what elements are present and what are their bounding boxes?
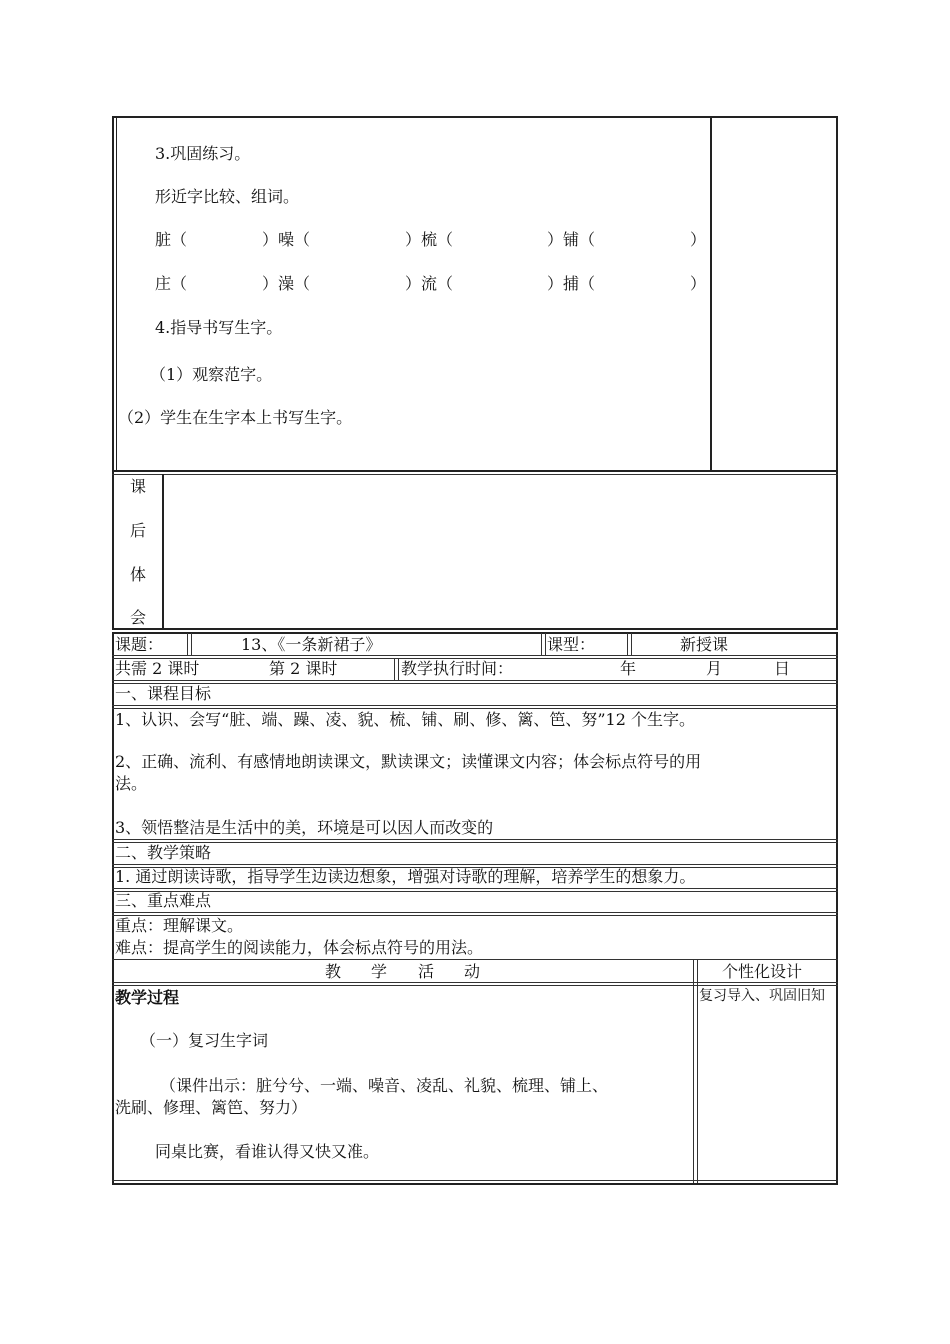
goal-item-1: 1、认识、会写“脏、端、躁、凌、貌、梳、铺、刷、修、篱、笆、努”12 个生字。 bbox=[115, 710, 695, 729]
row2-c0: 庄（ bbox=[155, 274, 188, 293]
strategy-heading: 二、教学策略 bbox=[115, 843, 212, 862]
keypoints-heading: 三、重点难点 bbox=[115, 891, 212, 910]
courseware-line-2: 洗刷、修理、篱笆、努力） bbox=[115, 1098, 308, 1117]
row1-c2: ）梳（ bbox=[405, 230, 454, 249]
row1-c4: ） bbox=[690, 230, 707, 249]
activity-header-2: 学 bbox=[371, 962, 388, 981]
part1-heading: （一）复习生字词 bbox=[140, 1031, 269, 1050]
reflection-label-1: 课 bbox=[130, 477, 147, 496]
strategy-item-1: 1. 通过朗读诗歌，指导学生边读边想象，增强对诗歌的理解，培养学生的想象力。 bbox=[115, 867, 696, 886]
exec-time-label: 教学执行时间： bbox=[401, 659, 514, 678]
design-note: 复习导入、巩固旧知 bbox=[699, 988, 825, 1004]
design-header: 个性化设计 bbox=[722, 962, 803, 981]
topic-value: 13、《一条新裙子》 bbox=[241, 635, 382, 654]
current-hour: 第 2 课时 bbox=[269, 659, 338, 678]
process-title: 教学过程 bbox=[115, 988, 180, 1007]
total-hours: 共需 2 课时 bbox=[115, 659, 200, 678]
compare-text: 形近字比较、组词。 bbox=[155, 187, 300, 206]
type-value: 新授课 bbox=[680, 635, 729, 654]
exec-day: 日 bbox=[774, 659, 791, 678]
row2-c4: ） bbox=[690, 274, 707, 293]
sub2-text: （2）学生在生字本上书写生字。 bbox=[118, 408, 353, 427]
reflection-label-4: 会 bbox=[130, 608, 147, 627]
row1-c0: 脏（ bbox=[155, 230, 188, 249]
activity-header-3: 活 bbox=[418, 962, 435, 981]
exec-year: 年 bbox=[620, 659, 637, 678]
step3-text: 3.巩固练习。 bbox=[155, 144, 251, 163]
step4-text: 4.指导书写生字。 bbox=[155, 318, 283, 337]
competition-text: 同桌比赛，看谁认得又快又准。 bbox=[155, 1142, 380, 1161]
row1-c1: ）噪（ bbox=[262, 230, 311, 249]
courseware-line-1: （课件出示：脏兮兮、一端、噪音、凌乱、礼貌、梳理、铺上、 bbox=[160, 1076, 609, 1095]
goal-item-2b: 法。 bbox=[115, 774, 148, 793]
difficulty-text: 难点：提高学生的阅读能力，体会标点符号的用法。 bbox=[115, 938, 484, 957]
row2-c1: ）澡（ bbox=[262, 274, 311, 293]
row1-c3: ）铺（ bbox=[547, 230, 596, 249]
activity-header-1: 教 bbox=[325, 962, 342, 981]
row2-c2: ）流（ bbox=[405, 274, 454, 293]
focus-text: 重点：理解课文。 bbox=[115, 916, 244, 935]
row2-c3: ）捕（ bbox=[547, 274, 596, 293]
goals-heading: 一、课程目标 bbox=[115, 684, 212, 703]
sub1-text: （1）观察范字。 bbox=[150, 365, 273, 384]
goal-item-2a: 2、正确、流利、有感情地朗读课文，默读课文；读懂课文内容；体会标点符号的用 bbox=[115, 752, 702, 771]
topic-label: 课题： bbox=[115, 635, 164, 654]
reflection-label-2: 后 bbox=[130, 521, 147, 540]
type-label: 课型： bbox=[547, 635, 596, 654]
goal-item-3: 3、领悟整洁是生活中的美，环境是可以因人而改变的 bbox=[115, 818, 494, 837]
activity-header-4: 动 bbox=[464, 962, 481, 981]
exec-month: 月 bbox=[706, 659, 723, 678]
reflection-label-3: 体 bbox=[130, 565, 147, 584]
